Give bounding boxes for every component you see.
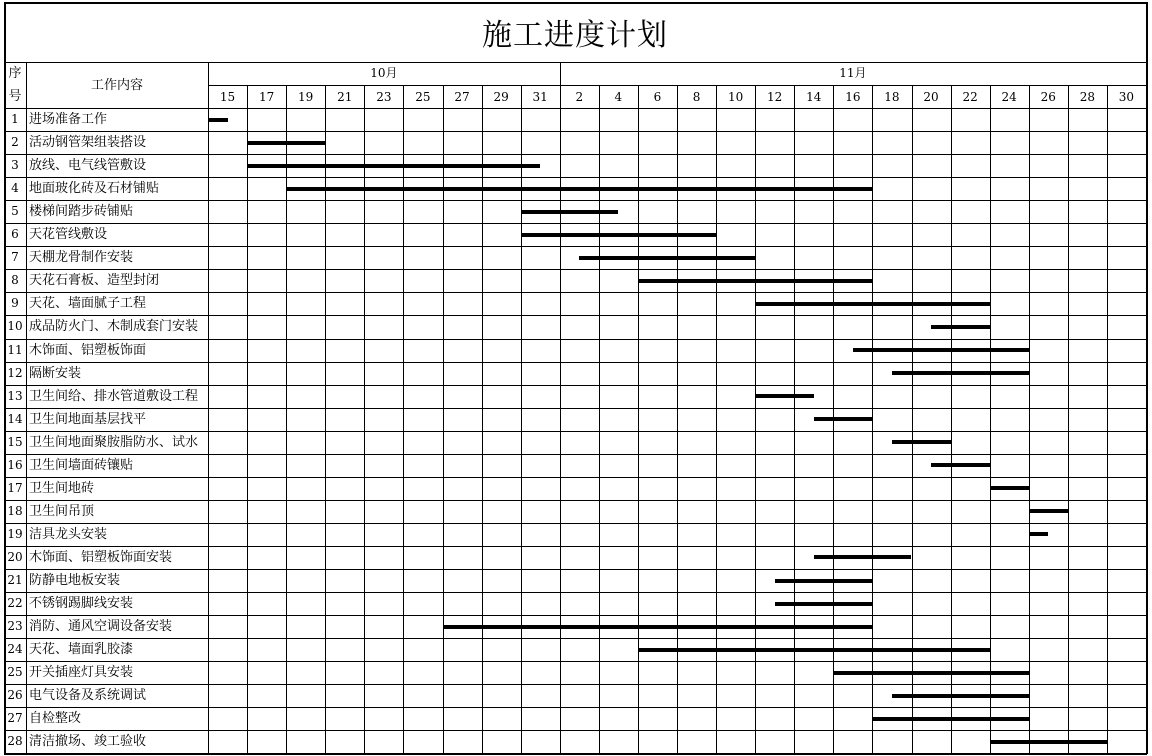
gantt-bar [931,463,990,467]
row-number: 24 [7,642,23,657]
task-name: 成品防火门、木制成套门安装 [29,319,199,335]
day-label: 24 [1001,90,1017,104]
task-name: 天花石膏板、造型封闭 [29,273,160,289]
day-label: 21 [337,90,353,104]
gantt-bar [892,694,1029,698]
grid-line [4,2,1146,4]
gantt-bar [755,394,814,398]
grid-line [990,85,991,753]
task-name: 活动钢管架组装搭设 [29,135,147,151]
grid-line [4,454,1146,455]
gantt-bar [579,256,755,260]
day-label: 8 [692,90,701,104]
task-name: 开关插座灯具安装 [29,665,134,681]
row-number: 7 [11,250,19,265]
row-number: 21 [7,573,23,587]
month-label: 11月 [839,66,867,80]
task-name: 防静电地板安装 [29,573,121,588]
day-label: 15 [219,90,236,104]
grid-line [4,477,1146,478]
task-name: 木饰面、铝塑板饰面 [29,342,147,358]
grid-line [4,269,1146,270]
day-label: 19 [298,90,314,104]
grid-line [4,246,1146,247]
row-number: 11 [7,342,23,357]
grid-line [4,730,1146,731]
grid-line [4,661,1146,662]
task-name: 消防、通风空调设备安装 [29,619,173,635]
task-name: 天花管线敷设 [29,227,108,243]
gantt-bar [814,555,912,559]
task-name: 地面玻化砖及石材铺贴 [29,181,160,197]
row-number: 23 [7,619,23,634]
grid-line [4,339,1146,340]
day-label: 18 [884,90,900,104]
gantt-bar [521,233,716,237]
gantt-bar [990,740,1107,744]
task-name: 卫生间地面基层找平 [29,411,147,427]
day-label: 10 [727,90,744,104]
row-number: 3 [11,158,19,173]
grid-line [599,85,600,753]
gantt-bar [247,164,540,168]
gantt-bar [892,371,1029,375]
gantt-bar [443,625,873,629]
day-label: 12 [767,90,783,104]
grid-line [1068,85,1069,753]
grid-line [26,62,27,753]
grid-line [951,85,952,753]
day-label: 29 [493,90,509,104]
grid-line [4,546,1146,547]
grid-line [4,154,1146,155]
grid-line [912,85,913,753]
task-name: 不锈钢踢脚线安装 [29,596,134,612]
row-number: 4 [11,181,19,196]
day-label: 17 [258,90,275,104]
grid-line [638,85,639,753]
day-label: 27 [454,90,470,104]
gantt-bar [1029,532,1049,536]
gantt-bar [775,579,873,583]
grid-line [4,315,1146,316]
seq-header: 号 [8,89,22,104]
task-header: 工作内容 [90,78,143,93]
page-title: 施工进度计划 [482,18,668,53]
grid-line [677,85,678,753]
grid-line [443,85,444,753]
row-number: 27 [7,711,23,726]
day-label: 26 [1040,90,1056,104]
grid-line [521,85,522,753]
grid-line [4,431,1146,432]
gantt-bar [286,187,872,191]
row-number: 28 [7,734,23,749]
grid-line [247,85,248,753]
day-label: 20 [923,90,939,104]
grid-line [325,85,326,753]
day-label: 6 [653,90,662,104]
day-label: 2 [575,90,584,104]
day-label: 30 [1118,90,1135,104]
grid-line [560,62,561,753]
grid-line [4,638,1146,639]
row-number: 16 [7,457,23,472]
row-number: 2 [11,135,19,150]
gantt-bar [247,141,325,145]
grid-line [482,85,483,753]
task-name: 天花、墙面腻子工程 [29,296,147,312]
grid-line [4,500,1146,501]
seq-header: 序 [8,66,22,81]
grid-line [4,62,1146,63]
grid-line [4,592,1146,593]
gantt-bar [872,717,1028,721]
task-name: 木饰面、铝塑板饰面安装 [29,549,173,565]
row-number: 25 [7,665,23,680]
day-label: 22 [962,90,978,104]
row-number: 12 [7,365,23,380]
row-number: 13 [7,388,23,403]
row-number: 5 [11,204,19,219]
grid-line [755,85,756,753]
day-label: 28 [1079,90,1095,104]
grid-line [4,131,1146,132]
row-number: 22 [7,596,23,611]
grid-line [4,385,1146,386]
day-label: 4 [614,90,623,104]
grid-line [364,85,365,753]
grid-line [403,85,404,753]
grid-line [4,223,1146,224]
task-name: 卫生间吊顶 [29,503,95,519]
task-name: 电气设备及系统调试 [29,688,147,704]
grid-line [4,108,1146,109]
grid-line [1029,85,1030,753]
row-number: 18 [7,503,23,518]
gantt-bar [521,210,619,214]
row-number: 19 [7,526,23,541]
grid-line [794,85,795,753]
gantt-bar [931,325,990,329]
row-number: 14 [7,411,23,426]
day-label: 25 [415,90,431,104]
grid-line [4,753,1147,755]
gantt-bar [755,302,990,306]
grid-line [4,569,1146,570]
task-name: 放线、电气线管敷设 [29,158,147,174]
task-name: 卫生间给、排水管道敷设工程 [29,388,199,404]
grid-line [4,523,1146,524]
row-number: 20 [7,549,23,564]
row-number: 6 [11,227,19,242]
grid-line [4,362,1146,363]
task-name: 卫生间墙面砖镶贴 [29,457,134,473]
grid-line [4,615,1146,616]
task-name: 隔断安装 [29,365,82,381]
day-label: 16 [845,90,861,104]
gantt-bar [833,671,1028,675]
grid-line [872,85,873,753]
grid-line [1146,2,1148,754]
gantt-bar [853,348,1029,352]
grid-line [286,85,287,753]
task-name: 卫生间地面聚胺脂防水、试水 [29,434,199,450]
task-name: 自检整改 [29,711,82,727]
task-name: 楼梯间踏步砖铺贴 [29,204,134,220]
row-number: 15 [7,434,23,449]
day-label: 14 [806,90,822,104]
day-label: 31 [532,90,548,104]
grid-line [208,62,209,753]
task-name: 天棚龙骨制作安装 [29,250,134,266]
grid-line [4,200,1146,201]
task-name: 进场准备工作 [29,112,108,127]
month-label: 10月 [370,66,398,80]
task-name: 洁具龙头安装 [29,526,108,542]
row-number: 17 [7,480,23,495]
grid-line [716,85,717,753]
grid-line [4,177,1146,178]
row-number: 8 [11,273,19,288]
task-name: 卫生间地砖 [29,480,95,496]
task-name: 清洁撤场、竣工验收 [29,734,147,750]
row-number: 26 [7,688,23,703]
row-number: 1 [11,112,19,126]
gantt-bar [638,648,990,652]
grid-line [4,408,1146,409]
gantt-bar [775,602,873,606]
day-label: 23 [376,90,392,104]
gantt-bar [814,417,873,421]
gantt-bar [990,486,1029,490]
grid-line [4,684,1146,685]
grid-line [4,707,1146,708]
grid-line [4,292,1146,293]
gantt-bar [892,440,951,444]
gantt-bar [1029,509,1068,513]
row-number: 9 [11,296,19,311]
gantt-bar [208,118,228,122]
row-number: 10 [7,319,23,334]
task-name: 天花、墙面乳胶漆 [29,642,134,658]
gantt-bar [638,279,873,283]
grid-line [1107,85,1108,753]
